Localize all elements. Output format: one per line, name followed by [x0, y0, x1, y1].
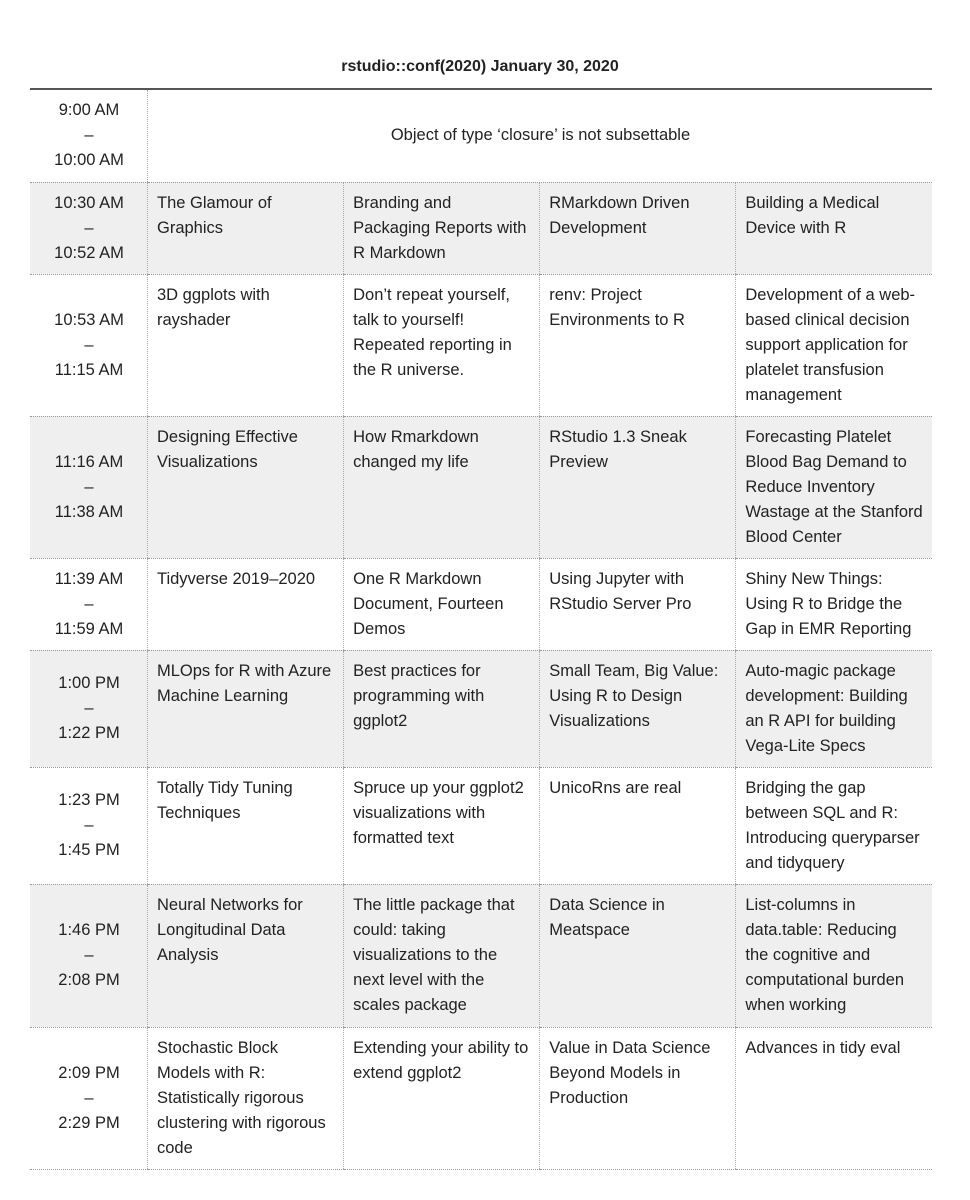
talk-cell: Designing Effective Visualizations [148, 416, 344, 558]
schedule-row [30, 650, 932, 767]
talk-cell: RMarkdown Driven Development [540, 182, 736, 274]
time-separator: – [84, 946, 94, 964]
schedule-row [30, 558, 932, 650]
talk-cell: renv: Project Environments to R [540, 274, 736, 416]
talk-cell: UnicoRns are real [540, 767, 736, 884]
talk-cell: 3D ggplots with rayshader [148, 274, 344, 416]
talk-cell: MLOps for R with Azure Machine Learning [148, 650, 344, 767]
talk-cell: Value in Data Science Beyond Models in Production [540, 1027, 736, 1169]
talk-cell: Data Science in Meatspace [540, 884, 736, 1027]
schedule-table [30, 88, 932, 1170]
schedule-row [30, 274, 932, 416]
schedule-row [30, 416, 932, 558]
talk-cell: RStudio 1.3 Sneak Preview [540, 416, 736, 558]
time-separator: – [84, 335, 94, 354]
talk-cell: One R Markdown Document, Fourteen Demos [344, 558, 540, 650]
time-start: 1:46 PM [58, 921, 120, 939]
talk-cell: Totally Tidy Tuning Techniques [148, 767, 344, 884]
talk-cell: Advances in tidy eval [736, 1027, 932, 1169]
time-start: 2:09 PM [58, 1063, 120, 1082]
time-end: 1:22 PM [58, 724, 120, 742]
time-cell [30, 182, 148, 274]
time-cell [30, 89, 148, 182]
time-separator: – [84, 594, 94, 613]
talk-cell: Using Jupyter with RStudio Server Pro [540, 558, 736, 650]
time-end: 2:29 PM [58, 1113, 120, 1132]
time-start: 1:23 PM [58, 791, 120, 809]
time-end: 10:00 AM [54, 151, 124, 170]
time-separator: – [84, 699, 94, 717]
talk-cell: Development of a web-based clinical decision support application for platelet transfusion management [736, 274, 932, 416]
talk-cell: Tidyverse 2019–2020 [148, 558, 344, 650]
talk-cell: Small Team, Big Value: Using R to Design Visualizations [540, 650, 736, 767]
talk-cell: Auto-magic package development: Building an R API for building Vega-Lite Specs [736, 650, 932, 767]
time-start: 10:30 AM [54, 193, 124, 212]
talk-cell: Building a Medical Device with R [736, 182, 932, 274]
time-cell [30, 767, 148, 884]
talk-cell: Forecasting Platelet Blood Bag Demand to Reduce Inventory Wastage at the Stanford Blood Center [736, 416, 932, 558]
time-end: 11:38 AM [54, 502, 124, 521]
time-cell [30, 274, 148, 416]
talk-cell: Branding and Packaging Reports with R Markdown [344, 182, 540, 274]
time-start: 11:16 AM [54, 452, 124, 471]
talk-cell: How Rmarkdown changed my life [344, 416, 540, 558]
time-separator: – [84, 1088, 94, 1107]
talk-cell: The Glamour of Graphics [148, 182, 344, 274]
talk-cell: Don’t repeat yourself, talk to yourself! Repeated reporting in the R universe. [344, 274, 540, 416]
time-end: 11:15 AM [54, 360, 124, 379]
time-start: 11:39 AM [54, 569, 124, 588]
time-end: 1:45 PM [58, 841, 120, 859]
time-end: 11:59 AM [54, 619, 124, 638]
time-start: 1:00 PM [58, 674, 120, 692]
time-separator: – [84, 816, 94, 834]
talk-cell: Bridging the gap between SQL and R: Introducing queryparser and tidyquery [736, 767, 932, 884]
talk-cell: Best practices for programming with ggplot2 [344, 650, 540, 767]
talk-cell: Neural Networks for Longitudinal Data Analysis [148, 884, 344, 1027]
time-separator: – [84, 477, 94, 496]
schedule-row [30, 182, 932, 274]
time-cell [30, 558, 148, 650]
talk-cell: List-columns in data.table: Reducing the cognitive and computational burden when working [736, 884, 932, 1027]
talk-cell: Stochastic Block Models with R: Statistically rigorous clustering with rigorous code [148, 1027, 344, 1169]
schedule-row [30, 884, 932, 1027]
error-message: Object of type ‘closure’ is not subsettable [148, 89, 933, 182]
talk-cell: The little package that could: taking visualizations to the next level with the scales package [344, 884, 540, 1027]
time-end: 2:08 PM [58, 971, 120, 989]
time-start: 9:00 AM [58, 101, 120, 120]
time-cell [30, 650, 148, 767]
schedule-row [30, 767, 932, 884]
schedule-title: rstudio::conf(2020) January 30, 2020 [341, 58, 619, 75]
time-cell [30, 416, 148, 558]
time-start: 10:53 AM [54, 310, 124, 329]
time-separator: – [84, 126, 94, 145]
time-cell [30, 1027, 148, 1169]
schedule-row [30, 1027, 932, 1169]
time-separator: – [84, 218, 94, 237]
talk-cell: Extending your ability to extend ggplot2 [344, 1027, 540, 1169]
talk-cell: Spruce up your ggplot2 visualizations with formatted text [344, 767, 540, 884]
time-cell [30, 884, 148, 1027]
schedule-row [30, 89, 932, 182]
time-end: 10:52 AM [54, 243, 124, 262]
talk-cell: Shiny New Things: Using R to Bridge the Gap in EMR Reporting [736, 558, 932, 650]
